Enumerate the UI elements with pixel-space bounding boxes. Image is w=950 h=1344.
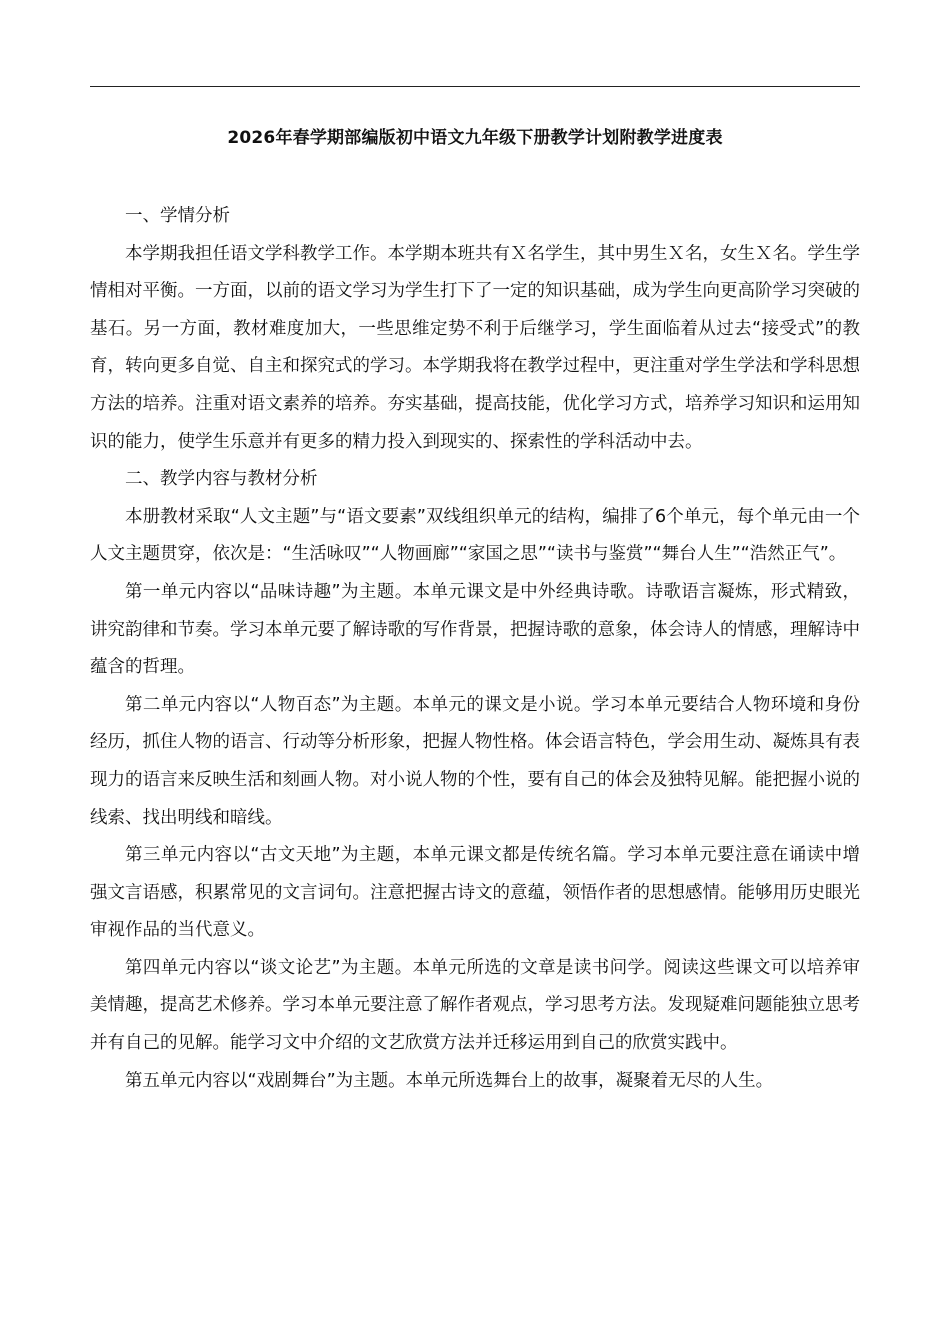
paragraph-unit-3: 第三单元内容以“古文天地”为主题，本单元课文都是传统名篇。学习本单元要注意在诵读中增强文言语感，积累常见的文言词句。注意把握古诗文的意蕴，领悟作者的思想感情。能够用历史眼光审视作品的当代意义。: [90, 845, 860, 941]
paragraph-unit-5: 第五单元内容以“戏剧舞台”为主题。本单元所选舞台上的故事，凝聚着无尽的人生。: [125, 1070, 774, 1091]
header-rule: [90, 86, 860, 87]
section-heading-content-analysis: 二、教学内容与教材分析: [125, 469, 318, 490]
paragraph: 本册教材采取“人文主题”与“语文要素”双线组织单元的结构，编排了6个单元，每个单元由一个人文主题贯穿，依次是：“生活咏叹”“人物画廊”“家国之思”“读书与鉴赏”“舞台人生”“浩然正气”。: [90, 506, 860, 565]
paragraph-unit-1: 第一单元内容以“品味诗趣”为主题。本单元课文是中外经典诗歌。诗歌语言凝炼，形式精致，讲究韵律和节奏。学习本单元要了解诗歌的写作背景，把握诗歌的意象，体会诗人的情感，理解诗中蕴含的哲理。: [90, 581, 860, 678]
paragraph-unit-4: 第四单元内容以“谈文论艺”为主题。本单元所选的文章是读书问学。阅读这些课文可以培养审美情趣，提高艺术修养。学习本单元要注意了解作者观点，学习思考方法。发现疑难问题能独立思考并有自己的见解。能学习文中介绍的文艺欣赏方法并迁移运用到自己的欣赏实践中。: [90, 957, 860, 1054]
section-heading-learning-analysis: 一、学情分析: [125, 206, 230, 226]
paragraph: 本学期我担任语文学科教学工作。本学期本班共有Ｘ名学生，其中男生Ｘ名，女生Ｘ名。学生学情相对平衡。一方面，以前的语文学习为学生打下了一定的知识基础，成为学生向更高阶学习突破的基石。另一方面，教材难度加大，一些思维定势不利于后继学习，学生面临着从过去“接受式”的教育，转向更多自觉、自主和探究式的学习。本学期我将在教学过程中，更注重对学生学法和学科思想方法的培养。注重对语文素养的培养。夯实基础，提高技能，优化学习方式，培养学习知识和运用知识的能力，使学生乐意并有更多的精力投入到现实的、探索性的学科活动中去。: [90, 243, 860, 452]
document-title: 2026年春学期部编版初中语文九年级下册教学计划附教学进度表: [227, 128, 723, 148]
paragraph-unit-2: 第二单元内容以“人物百态”为主题。本单元的课文是小说。学习本单元要结合人物环境和身份经历，抓住人物的语言、行动等分析形象，把握人物性格。体会语言特色，学会用生动、凝炼具有表现力的语言来反映生活和刻画人物。对小说人物的个性，要有自己的体会及独特见解。能把握小说的线索、找出明线和暗线。: [90, 694, 860, 828]
document-body: [90, 198, 860, 1100]
